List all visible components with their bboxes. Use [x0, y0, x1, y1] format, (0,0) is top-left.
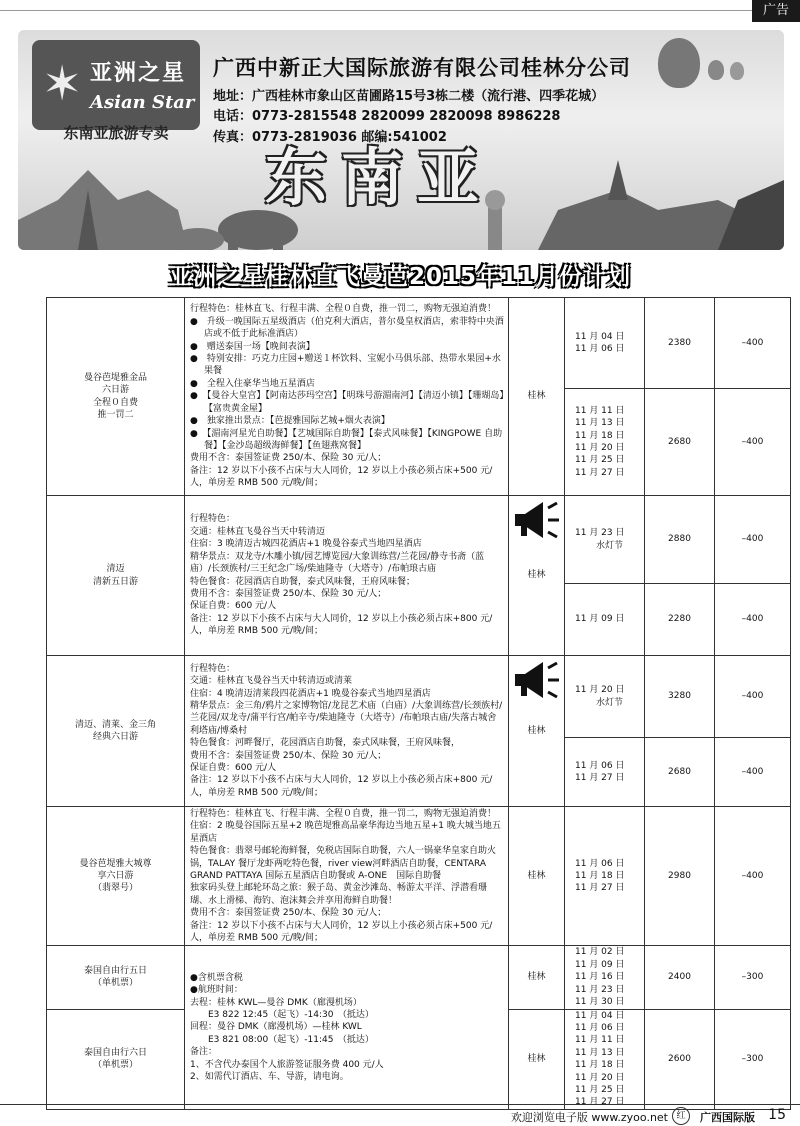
- price: 2880: [645, 496, 715, 584]
- date: 11 月 04 日: [575, 1010, 625, 1021]
- schedule-row: [47, 496, 791, 584]
- departure-dates: [565, 298, 645, 389]
- tour-name-line: （单机票）: [92, 978, 138, 989]
- tour-name-line: 泰国自由行五日: [83, 966, 147, 977]
- detail-line: 交通：桂林直飞曼谷当天中转清迈: [190, 526, 326, 537]
- detail-line: ● 赠送泰国一场【晚间表演】: [190, 341, 315, 352]
- date: 11 月 02 日: [575, 947, 625, 958]
- detail-line: 保证自费：600 元/人: [190, 601, 277, 612]
- schedule-row: [47, 946, 791, 1009]
- departure-city: 桂林: [509, 807, 565, 946]
- tour-name-line: 清迈、清莱、金三角: [74, 719, 156, 730]
- detail-line: 保证自费：600 元/人: [190, 763, 277, 774]
- detail-line: 特色餐食：花园酒店自助餐，泰式风味餐，王府风味餐；: [190, 576, 416, 587]
- tour-name-line: 享六日游: [97, 871, 134, 882]
- detail-line: 行程特色：桂林直飞、行程丰满、全程０自费，推一罚二，购物无强迫消费！: [190, 809, 497, 819]
- date: 11 月 11 日: [575, 1035, 625, 1046]
- tour-name: [47, 298, 185, 496]
- plan-title: 亚洲之星桂林直飞曼芭2015年11月份计划: [168, 264, 632, 290]
- departure-city: 桂林: [509, 496, 565, 656]
- date: 11 月 27 日: [575, 773, 625, 783]
- detail-line: E3 822 12:45（起飞）-14:30 （抵达）: [190, 1010, 374, 1020]
- date: 11 月 20 日: [575, 685, 625, 696]
- detail-line: 行程特色：桂林直飞、行程丰满、全程０自费，推一罚二，购物无强迫消费！: [190, 304, 497, 315]
- tour-name-line: 推一罚二: [97, 409, 134, 420]
- discount: –300: [715, 946, 791, 1009]
- date: 11 月 18 日: [575, 871, 625, 882]
- departure-dates: [565, 807, 645, 946]
- address: 地址：广西桂林市象山区苗圃路15号3栋二楼（流行港、四季花城）: [213, 89, 605, 104]
- detail-line: 2、如需代订酒店、车、导游，请电询。: [190, 1072, 349, 1083]
- date: 11 月 09 日: [575, 614, 625, 625]
- detail-line: 备注：12 岁以下小孩不占床与大人同价，12 岁以上小孩必须占床+500 元/人，单房差 RMB 500 元/晚/间；: [190, 920, 493, 944]
- festival-label: 水灯节: [595, 540, 623, 551]
- date: 11 月 11 日: [575, 405, 625, 416]
- discount: –400: [715, 807, 791, 946]
- price: 3280: [645, 656, 715, 738]
- megaphone-icon: [513, 500, 563, 544]
- tour-name-line: （单机票）: [92, 1060, 138, 1071]
- date: 11 月 13 日: [575, 1047, 625, 1058]
- tour-name-line: 曼谷芭堤雅金品: [83, 372, 147, 383]
- tour-details: [185, 807, 509, 946]
- brand-icon: 红: [672, 1107, 690, 1125]
- tour-name-line: 经典六日游: [92, 732, 138, 742]
- date: 11 月 23 日: [575, 528, 625, 539]
- detail-line: 特色餐食：翡翠号邮轮海鲜餐，免税店国际自助餐，六人一锅豪华皇家自助火锅，TALAY 餐厅龙虾两吃特色餐，river view河畔酒店自助餐，CENTARA GRAND PATTAYA 国际五星酒店自助餐或 A-ONE 国际自助餐: [190, 846, 497, 882]
- departure-dates: [565, 946, 645, 1009]
- detail-line: ● 全程入住豪华当地五星酒店: [190, 378, 315, 389]
- tour-name-line: 清新五日游: [92, 576, 138, 587]
- discount: –400: [715, 584, 791, 656]
- big-title: 东南亚: [265, 141, 494, 214]
- detail-line: ● 【曼谷大皇宫】【阿南达莎玛空宫】【明珠号游湄南河】【清迈小镇】【珊瑚岛】【富贵黄金屋】: [190, 391, 504, 414]
- top-divider: [0, 10, 752, 11]
- detail-line: 备注：12 岁以下小孩不占床与大人同价，12 岁以上小孩必须占床+800 元/人，单房差 RMB 500 元/晚/间；: [190, 613, 493, 637]
- departure-dates: [565, 1009, 645, 1109]
- detail-line: 费用不含：泰国签证费 250/本、保险 30 元/人；: [190, 908, 387, 919]
- festival-label: 水灯节: [595, 697, 623, 708]
- date: 11 月 04 日: [575, 331, 625, 342]
- logo-name-en: Asian Star: [90, 92, 195, 113]
- tour-name-line: 六日游: [101, 385, 129, 396]
- schedule-row: [47, 656, 791, 738]
- date: 11 月 06 日: [575, 1022, 625, 1033]
- detail-line: 费用不含：泰国签证费 250/本、保险 30 元/人；: [190, 750, 387, 761]
- departure-dates: [565, 656, 645, 738]
- date: 11 月 06 日: [575, 344, 625, 354]
- detail-line: 备注：12 岁以下小孩不占床与大人同价，12 岁以上小孩必须占床+500 元/人，单房差 RMB 500 元/晚/间；: [190, 465, 493, 489]
- date: 11 月 27 日: [575, 883, 625, 894]
- tour-schedule-table: [46, 297, 791, 1110]
- price: 2280: [645, 584, 715, 656]
- discount: –300: [715, 1009, 791, 1109]
- price: 2680: [645, 389, 715, 496]
- footer-site[interactable]: 欢迎浏览电子版 www.zyoo.net: [510, 1111, 668, 1124]
- discount: –400: [715, 656, 791, 738]
- price: 2600: [645, 1009, 715, 1109]
- date: 11 月 16 日: [575, 972, 625, 983]
- date: 11 月 20 日: [575, 443, 625, 453]
- discount: –400: [715, 389, 791, 496]
- discount: –400: [715, 298, 791, 389]
- detail-line: 回程：曼谷 DMK（廊漫机场）—桂林 KWL: [190, 1022, 362, 1033]
- phone: 电话：0773-2815548 2820099 2820098 8986228: [213, 109, 561, 124]
- detail-line: ●航班时间：: [190, 985, 243, 996]
- tour-details: [185, 496, 509, 656]
- departure-dates: [565, 389, 645, 496]
- date: 11 月 20 日: [575, 1072, 625, 1083]
- detail-line: 精华景点：金三角/鸦片之家博物馆/龙昆艺术庙（白庙）/大象训练营/长颈族村/兰花园/双龙寺/蒲平行宫/帕辛寺/柴迪隆寺（大塔寺）/布帕琅古庙/失落古城舍利塔庙/博桑村: [190, 700, 503, 736]
- schedule-row: [47, 807, 791, 946]
- detail-line: 费用不含：泰国签证费 250/本、保险 30 元/人；: [190, 453, 387, 464]
- tour-name-line: 全程０自费: [92, 397, 138, 408]
- detail-line: ● 升级一晚国际五星级酒店（伯克利大酒店，普尔曼皇权酒店，索菲特中央酒店或不低于此标准酒店）: [190, 316, 504, 340]
- logo-name-cn: 亚洲之星: [90, 61, 187, 86]
- detail-line: E3 821 08:00（起飞）-11:45 （抵达）: [190, 1034, 374, 1045]
- price: 2680: [645, 738, 715, 807]
- discount: –400: [715, 738, 791, 807]
- detail-line: 住宿：3 晚清迈古城四花酒店+1 晚曼谷泰式当地四星酒店: [190, 539, 422, 550]
- tour-details: [185, 298, 509, 496]
- date: 11 月 06 日: [575, 760, 625, 771]
- footer-edition: 广西国际版: [700, 1111, 755, 1124]
- detail-line: ● 独家推出景点：【芭提雅国际艺城+烟火表演】: [190, 416, 390, 427]
- detail-line: 1、不含代办泰国个人旅游签证服务费 400 元/人: [190, 1059, 384, 1070]
- detail-line: ● 【湄南河星光自助餐】【艺城国际自助餐】【泰式风味餐】【KINGPOWE 自助餐】【金沙岛超级海鲜餐】【鱼翅燕窝餐】: [190, 428, 503, 451]
- departure-city: 桂林: [509, 656, 565, 807]
- date: 11 月 27 日: [575, 1097, 625, 1108]
- tour-details: [185, 946, 509, 1109]
- tour-name-line: 泰国自由行六日: [83, 1047, 147, 1058]
- price: 2380: [645, 298, 715, 389]
- detail-line: 交通：桂林直飞曼谷当天中转清迈或清莱: [190, 676, 353, 687]
- footer: [0, 1104, 800, 1126]
- date: 11 月 25 日: [575, 1084, 625, 1095]
- price: 2400: [645, 946, 715, 1009]
- departure-city: 桂林: [509, 298, 565, 496]
- detail-line: 住宿：2 晚曼谷国际五星+2 晚芭堤雅高品豪华海边当地五星+1 晚大城当地五星酒店: [190, 821, 501, 844]
- detail-line: ●含机票含税: [190, 972, 243, 983]
- page-number: 15: [768, 1107, 786, 1123]
- megaphone-icon: [513, 660, 563, 704]
- balloon-icon: [730, 62, 744, 80]
- detail-line: 独家码头登上邮轮环岛之旅：猴子岛、黄金沙滩岛、畅游太平洋、浮潜看珊瑚、水上滑梯、海钓、泡沫舞会并享用海鲜自助餐！: [190, 883, 488, 906]
- schedule-row: [47, 298, 791, 389]
- tour-details: [185, 656, 509, 807]
- date: 11 月 18 日: [575, 430, 625, 441]
- detail-line: 行程特色：: [190, 514, 236, 525]
- departure-dates: [565, 738, 645, 807]
- date: 11 月 23 日: [575, 984, 625, 995]
- detail-line: 精华景点：双龙寺/木雕小镇/园艺博览园/大象训练营/兰花园/静寺书斋（蓝庙）/长颈族村/三王纪念广场/柴迪隆寺（大塔寺）/布帕琅古庙: [190, 551, 485, 575]
- departure-dates: [565, 584, 645, 656]
- tour-name: [47, 946, 185, 1009]
- detail-line: ● 特别安排：巧克力庄园+赠送１杯饮料、宝妮小马俱乐部、热带水果园+水果餐: [190, 354, 501, 377]
- detail-line: 行程特色：: [190, 663, 236, 674]
- detail-line: 去程：桂林 KWL—曼谷 DMK（廊漫机场）: [190, 997, 362, 1008]
- ad-label: 广告: [752, 0, 800, 22]
- tour-name: [47, 807, 185, 946]
- tour-name-line: 曼谷芭堤雅大城尊: [79, 858, 152, 869]
- detail-line: 备注：12 岁以下小孩不占床与大人同价，12 岁以上小孩必须占床+800 元/人，单房差 RMB 500 元/晚/间；: [190, 775, 493, 798]
- fax: 传真：0773-2819036 邮编:541002: [213, 130, 447, 145]
- tour-name: [47, 1009, 185, 1109]
- date: 11 月 09 日: [575, 959, 625, 970]
- departure-city: 桂林: [509, 1009, 565, 1109]
- company-name: 广西中新正大国际旅游有限公司桂林分公司: [213, 56, 631, 80]
- detail-line: 费用不含：泰国签证费 250/本、保险 30 元/人；: [190, 588, 387, 599]
- logo: [32, 40, 200, 130]
- tour-name: [47, 656, 185, 807]
- price: 2980: [645, 807, 715, 946]
- logo-tagline: 东南亚旅游专卖: [63, 124, 169, 142]
- departure-city: 桂林: [509, 946, 565, 1009]
- detail-line: 备注：: [190, 1047, 218, 1058]
- departure-dates: [565, 496, 645, 584]
- detail-line: 特色餐食：河畔餐厅，花园酒店自助餐，泰式风味餐，王府风味餐，: [190, 738, 461, 749]
- balloon-icon: [708, 60, 724, 80]
- discount: –400: [715, 496, 791, 584]
- date: 11 月 25 日: [575, 455, 625, 466]
- date: 11 月 30 日: [575, 997, 625, 1008]
- date: 11 月 18 日: [575, 1060, 625, 1071]
- tour-name-line: 清迈: [106, 564, 125, 575]
- tour-name: [47, 496, 185, 656]
- tour-name-line: （翡翠号）: [92, 883, 138, 894]
- date: 11 月 06 日: [575, 858, 625, 869]
- date: 11 月 27 日: [575, 467, 625, 478]
- star-icon: ✶: [42, 56, 83, 112]
- date: 11 月 13 日: [575, 418, 625, 429]
- balloon-icon: [658, 38, 700, 88]
- detail-line: 住宿：4 晚清迈清莱段四花酒店+1 晚曼谷泰式当地四星酒店: [190, 688, 431, 699]
